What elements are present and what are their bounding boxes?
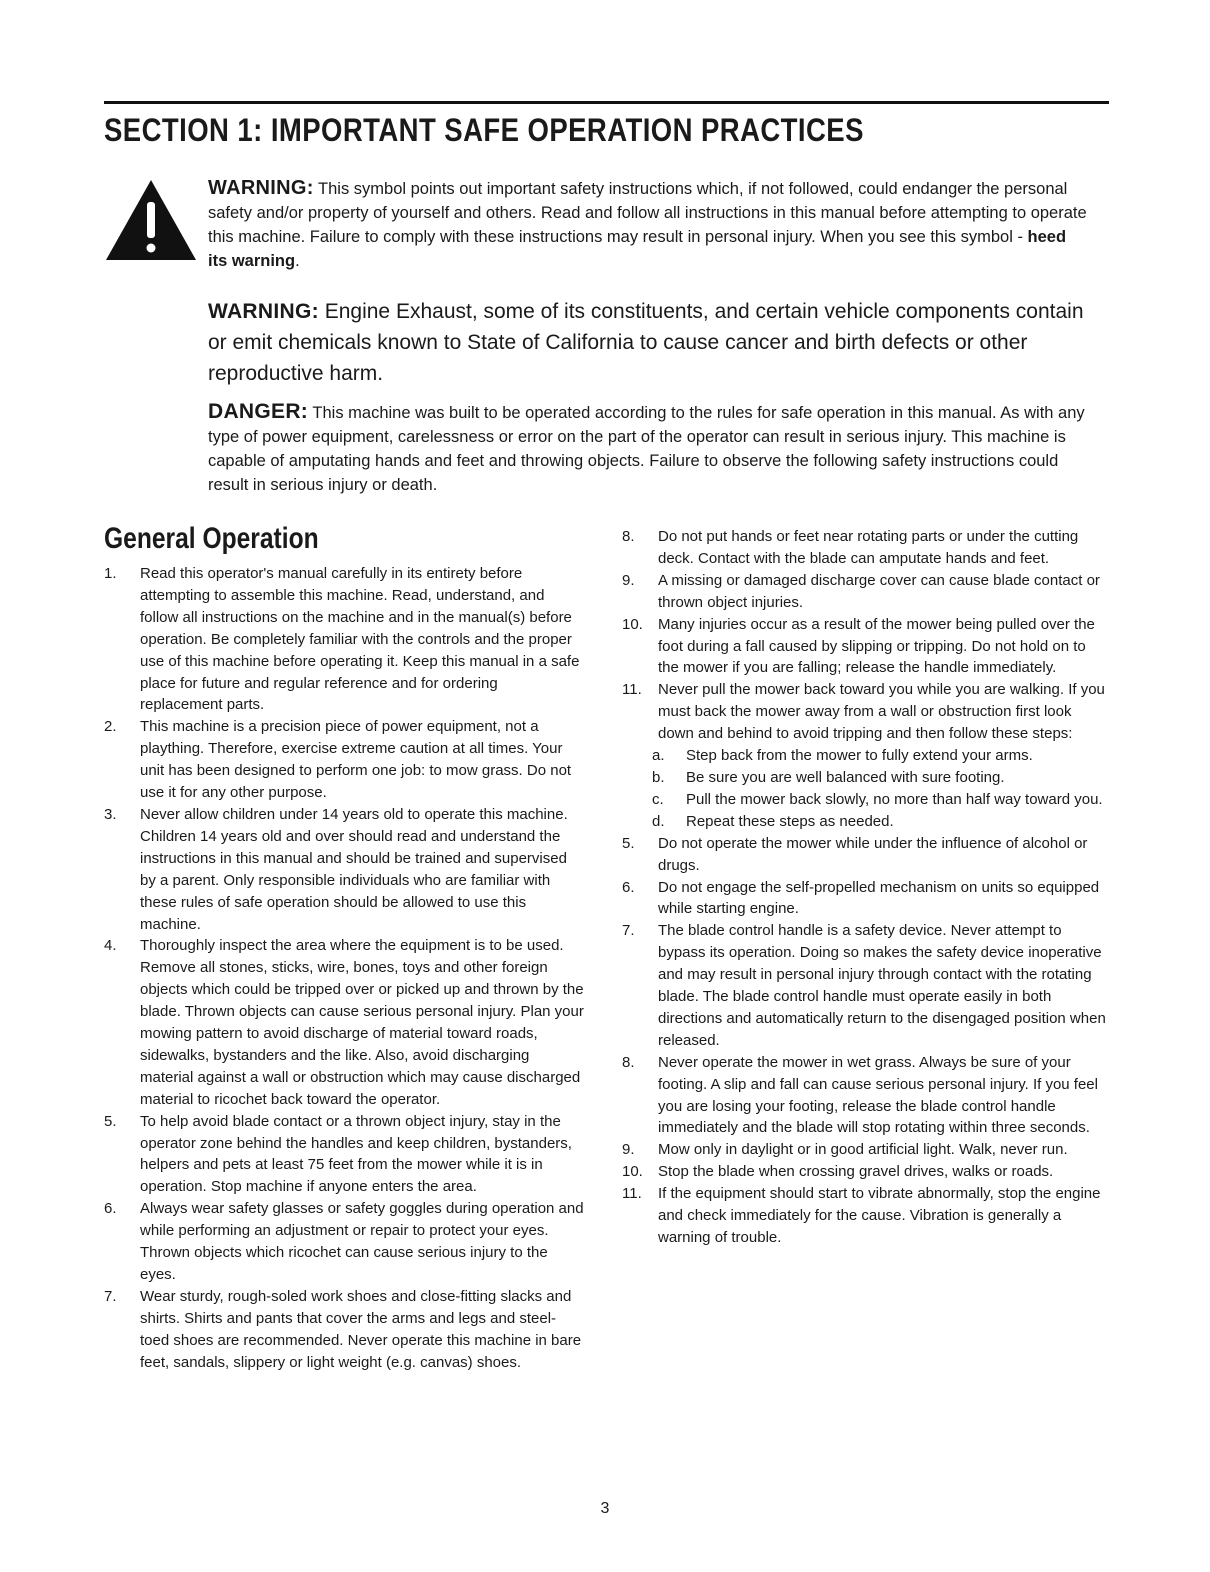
sub-item-text: Step back from the mower to fully extend your arms. <box>686 747 1033 765</box>
danger-label: DANGER: <box>208 400 309 423</box>
item-text: Never operate the mower in wet grass. Always be sure of your footing. A slip and fall can cause serious personal injury. If you feel you are losing your footing, release the blade control handle immediately and the blade will stop rotating within three seconds. <box>658 1053 1098 1137</box>
list-item <box>622 526 1108 570</box>
item-text: Many injuries occur as a result of the mower being pulled over the foot during a fall caused by slipping or tripping. Do not hold on to the mower if you are falling; release the handle immediately. <box>658 615 1095 677</box>
sub-list-item <box>622 767 1108 789</box>
list-item <box>104 563 584 716</box>
list-item <box>104 1111 584 1199</box>
sub-item-letter: b. <box>652 768 665 786</box>
sub-list-item <box>622 745 1108 767</box>
item-text: To help avoid blade contact or a thrown object injury, stay in the operator zone behind the handles and keep children, bystanders, helpers and pets at least 75 feet from the mower while it is in operation. Stop machine if anyone enters the area. <box>140 1112 572 1196</box>
item-number: 5. <box>104 1112 117 1130</box>
item-text: Mow only in daylight or in good artificial light. Walk, never run. <box>658 1141 1068 1159</box>
sub-item-letter: c. <box>652 790 664 808</box>
danger-text: This machine was built to be operated according to the rules for safe operation in this manual. As with any type of power equipment, carelessness or error on the part of the operator can result in serious injury. This machine is capable of amputating hands and feet and throwing objects. Failure to observe the following safety instructions could result in serious injury or death. <box>208 404 1085 494</box>
item-number: 2. <box>104 718 117 736</box>
item-number: 5. <box>622 834 635 852</box>
list-item <box>622 570 1108 614</box>
sub-item-text: Pull the mower back slowly, no more than half way toward you. <box>686 790 1103 808</box>
sub-item-text: Repeat these steps as needed. <box>686 812 894 830</box>
right-column-list <box>622 526 1108 1249</box>
left-column-list <box>104 563 584 1374</box>
item-text: A missing or damaged discharge cover can cause blade contact or thrown object injuries. <box>658 571 1100 611</box>
california-warning-label: WARNING: <box>208 300 319 323</box>
item-number: 6. <box>622 878 635 896</box>
item-number: 1. <box>104 565 117 582</box>
heed-warning-emphasis: heed its warning <box>208 228 1067 270</box>
item-text: Stop the blade when crossing gravel drives, walks or roads. <box>658 1163 1054 1181</box>
item-text: The blade control handle is a safety device. Never attempt to bypass its operation. Doing so makes the safety device inoperative and may result in personal injury through contact with the rotating blade. The blade control handle must operate easily in both directions and automatically return to the disengaged position when released. <box>658 922 1106 1049</box>
item-number: 9. <box>622 1141 635 1159</box>
item-text: Do not engage the self-propelled mechanism on units so equipped while starting engine. <box>658 878 1100 918</box>
item-text: Do not put hands or feet near rotating parts or under the cutting deck. Contact with the blade can amputate hands and feet. <box>658 528 1079 567</box>
list-item <box>622 1183 1108 1249</box>
section-title: SECTION 1: IMPORTANT SAFE OPERATION PRACTICES <box>104 112 864 148</box>
item-number: 8. <box>622 528 635 545</box>
item-number: 8. <box>622 1053 635 1071</box>
item-number: 11. <box>622 681 642 699</box>
header-rule <box>104 101 1109 104</box>
list-item <box>622 1052 1108 1140</box>
danger-paragraph <box>208 400 1088 497</box>
list-item <box>622 1139 1108 1161</box>
warning-text-end: . <box>295 252 300 270</box>
item-text: Wear sturdy, rough-soled work shoes and close-fitting slacks and shirts. Shirts and pants that cover the arms and legs and steel-toed shoes are recommended. Never operate this machine in bare feet, sandals, slippery or light weight (e.g. canvas) shoes. <box>140 1287 582 1371</box>
list-item <box>622 920 1108 1051</box>
item-text: Do not operate the mower while under the influence of alcohol or drugs. <box>658 834 1088 874</box>
item-text: Read this operator's manual carefully in its entirety before attempting to assemble this machine. Read, understand, and follow all instructions on the machine and in the manual(s) before operation. Be completely familiar with the controls and the proper use of this machine before operating it. Keep this manual in a safe place for future and regular reference and for ordering replacement parts. <box>140 565 580 714</box>
list-item <box>104 716 584 804</box>
warning-text: This symbol points out important safety instructions which, if not followed, could endanger the personal safety and/or property of yourself and others. Read and follow all instructions in this manual before attempting to operate this machine. Failure to comply with these instructions may result in personal injury. When you see this symbol - <box>208 180 1087 246</box>
sub-item-letter: d. <box>652 812 665 830</box>
sub-list-item <box>622 789 1108 811</box>
item-text: Never pull the mower back toward you while you are walking. If you must back the mower away from a wall or obstruction first look down and behind to avoid tripping and then follow these steps: <box>658 681 1105 743</box>
item-text: This machine is a precision piece of power equipment, not a plaything. Therefore, exercise extreme caution at all times. Your unit has been designed to perform one job: to mow grass. Do not use it for any other purpose. <box>140 718 572 802</box>
item-text: Never allow children under 14 years old to operate this machine. Children 14 years old and over should read and understand the instructions in this manual and should be trained and supervised by a parent. Only responsible individuals who are familiar with these rules of safe operation should be allowed to use this machine. <box>140 805 568 933</box>
list-item <box>622 877 1108 921</box>
sub-item-text: Be sure you are well balanced with sure footing. <box>686 768 1005 786</box>
list-item <box>104 1198 584 1286</box>
item-number: 10. <box>622 615 643 633</box>
list-item <box>104 1286 584 1374</box>
page-number: 3 <box>600 1500 610 1517</box>
list-item <box>622 614 1108 680</box>
item-number: 3. <box>104 805 117 823</box>
list-item <box>104 935 584 1110</box>
list-item <box>622 833 1108 877</box>
item-number: 4. <box>104 937 117 955</box>
item-number: 11. <box>622 1185 642 1203</box>
general-operation-heading: General Operation <box>104 522 319 555</box>
list-item <box>622 1161 1108 1183</box>
california-warning-text: Engine Exhaust, some of its constituents, and certain vehicle components contain or emit chemicals known to State of California to cause cancer and birth defects or other reproductive harm. <box>208 300 1084 385</box>
item-number: 10. <box>622 1163 643 1181</box>
item-number: 7. <box>622 922 635 940</box>
item-number: 7. <box>104 1287 117 1305</box>
list-item <box>622 679 1108 745</box>
warning-triangle-icon <box>104 178 198 262</box>
item-text: Thoroughly inspect the area where the equipment is to be used. Remove all stones, sticks, wire, bones, toys and other foreign objects which could be tripped over or picked up and thrown by the blade. Thrown objects can cause serious personal injury. Plan your mowing pattern to avoid discharge of material toward roads, sidewalks, bystanders and the like. Also, avoid discharging material against a wall or obstruction which may cause discharged material to ricochet back toward the operator. <box>140 937 584 1108</box>
california-warning-paragraph <box>208 296 1088 389</box>
sub-item-letter: a. <box>652 747 665 765</box>
item-text: If the equipment should start to vibrate abnormally, stop the engine and check immediately for the cause. Vibration is generally a warning of trouble. <box>658 1185 1101 1246</box>
warning-paragraph <box>208 176 1088 273</box>
sub-list-item <box>622 811 1108 833</box>
item-number: 6. <box>104 1200 117 1218</box>
item-number: 9. <box>622 571 635 589</box>
item-text: Always wear safety glasses or safety goggles during operation and while performing an adjustment or repair to protect your eyes. Thrown objects which ricochet can cause serious injury to the eyes. <box>140 1200 584 1283</box>
list-item <box>104 804 584 935</box>
warning-label: WARNING: <box>208 177 314 199</box>
